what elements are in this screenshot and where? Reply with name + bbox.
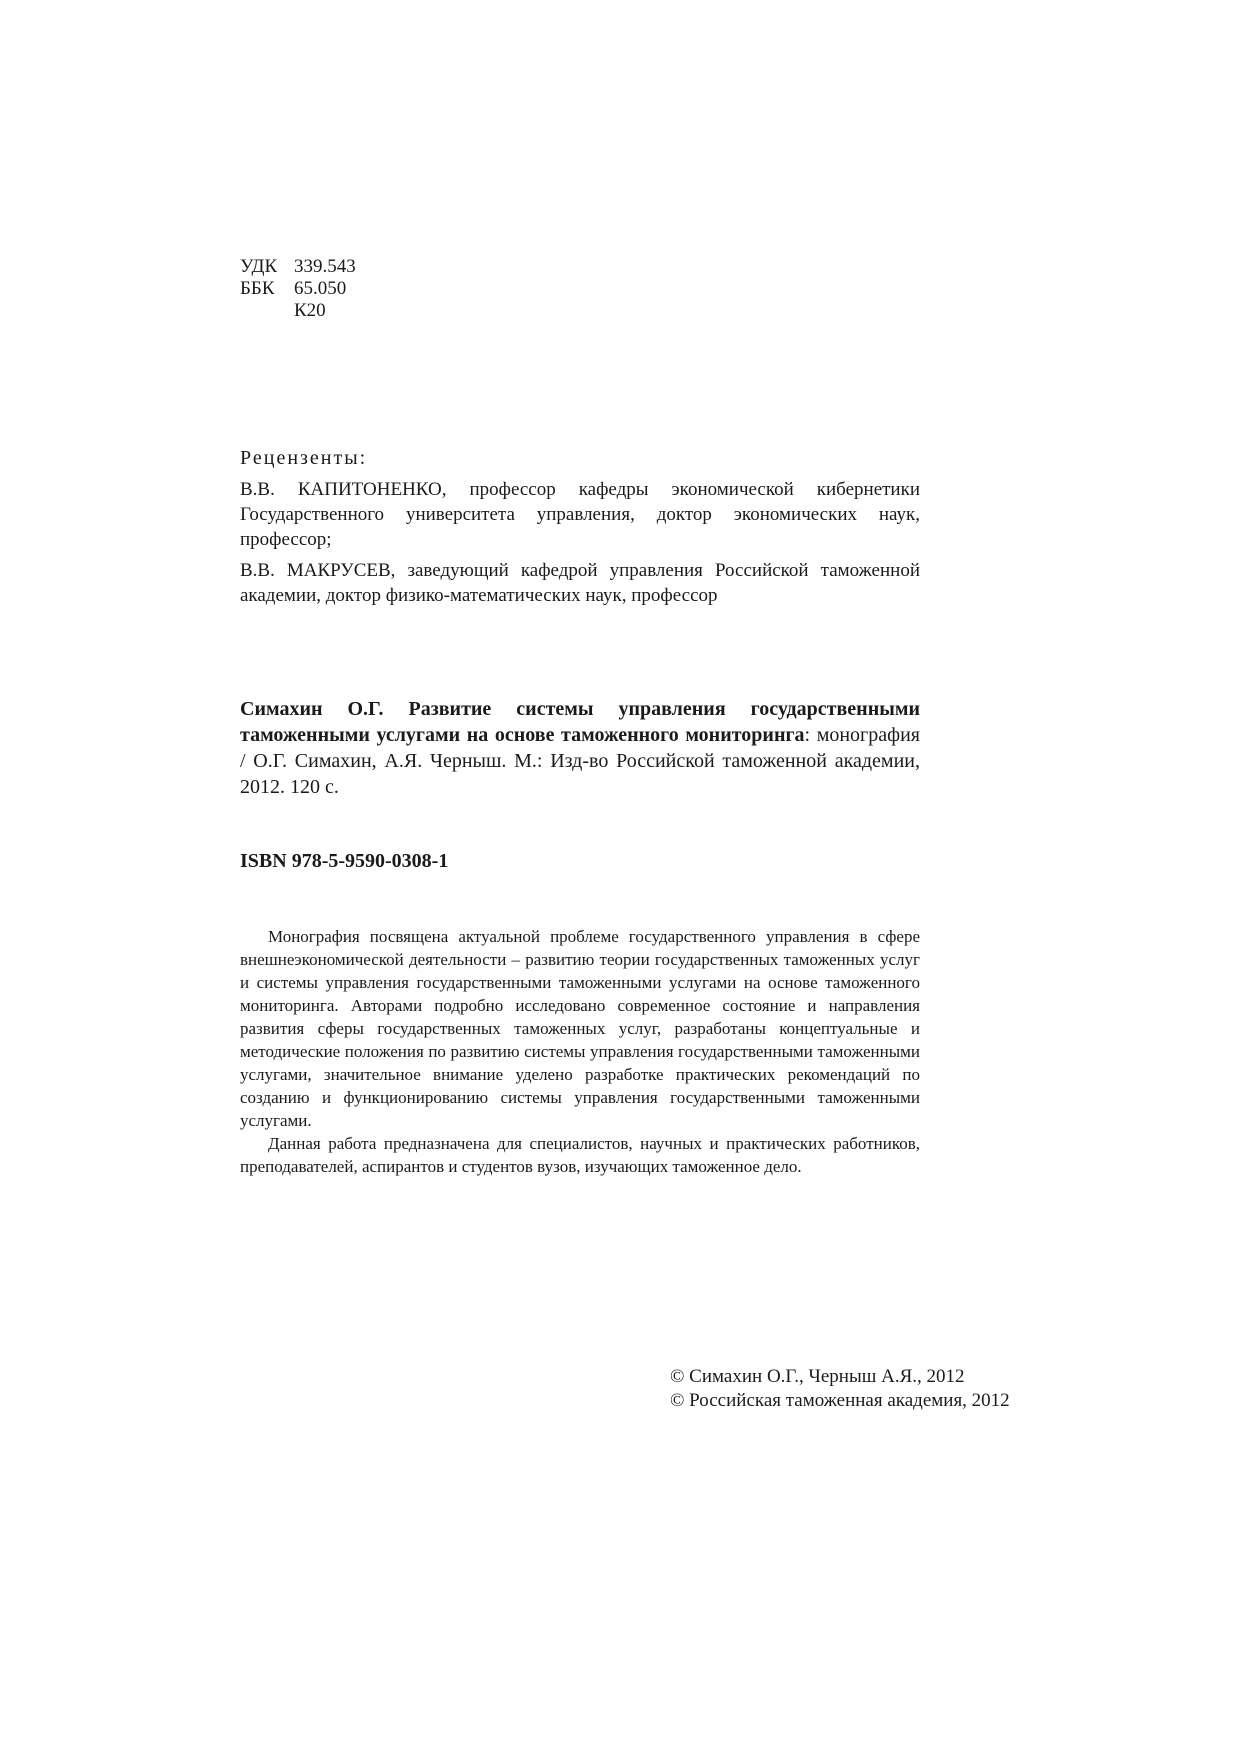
abstract [240, 925, 920, 1178]
author-mark-row [240, 300, 920, 322]
bibliographic-citation [240, 696, 920, 800]
copyright-line: © Российская таможенная академия, 2012 [670, 1390, 1010, 1411]
bbk-label: ББК [240, 278, 275, 299]
abstract-paragraph: Данная работа предназначена для специалистов, научных и практических работников, преподавателей, аспирантов и студентов вузов, изучающих таможенное дело. [240, 1134, 920, 1176]
citation-details: : монография / О.Г. Симахин, А.Я. Черныш. М.: Изд-во Российской таможенной академии, 2012. 120 с. [240, 724, 921, 798]
abstract-paragraph: Монография посвящена актуальной проблеме государственного управления в сфере внешнеэкономической деятельности – развитию теории государственных таможенных услуг и системы управления государственными таможенными услугами на основе таможенного мониторинга. Авторами подробно исследовано современное состояние и направления развития сферы государственных таможенных услуг, разработаны концептуальные и методические положения по развитию системы управления государственными таможенными услугами, значительное внимание уделено разработке практических рекомендаций по созданию и функционированию системы управления государственными таможенными услугами. [240, 927, 920, 1130]
citation-title: Развитие системы управления государственными таможенными услугами на основе таможенного мониторинга [240, 698, 920, 746]
bbk-value: 65.050 [294, 278, 347, 299]
bbk-row [240, 278, 920, 300]
copyright-line: © Симахин О.Г., Черныш А.Я., 2012 [670, 1366, 965, 1387]
reviewer-item: В.В. КАПИТОНЕНКО, профессор кафедры экономической кибернетики Государственного университета управления, доктор экономических наук, профессор; [240, 479, 920, 550]
copyright-notice [670, 1365, 1010, 1413]
udk-row [240, 256, 920, 278]
udk-value: 339.543 [294, 256, 356, 277]
reviewers-section [240, 446, 920, 614]
reviewer-item: В.В. МАКРУСЕВ, заведующий кафедрой управления Российской таможенной академии, доктор физико-математических наук, профессор [240, 560, 920, 606]
reviewers-heading: Рецензенты: [240, 447, 368, 469]
classification-codes [240, 256, 920, 322]
isbn: ISBN 978-5-9590-0308-1 [240, 850, 449, 872]
udk-label: УДК [240, 256, 278, 277]
citation-author: Симахин О.Г. [240, 698, 384, 720]
author-mark: К20 [294, 300, 326, 321]
